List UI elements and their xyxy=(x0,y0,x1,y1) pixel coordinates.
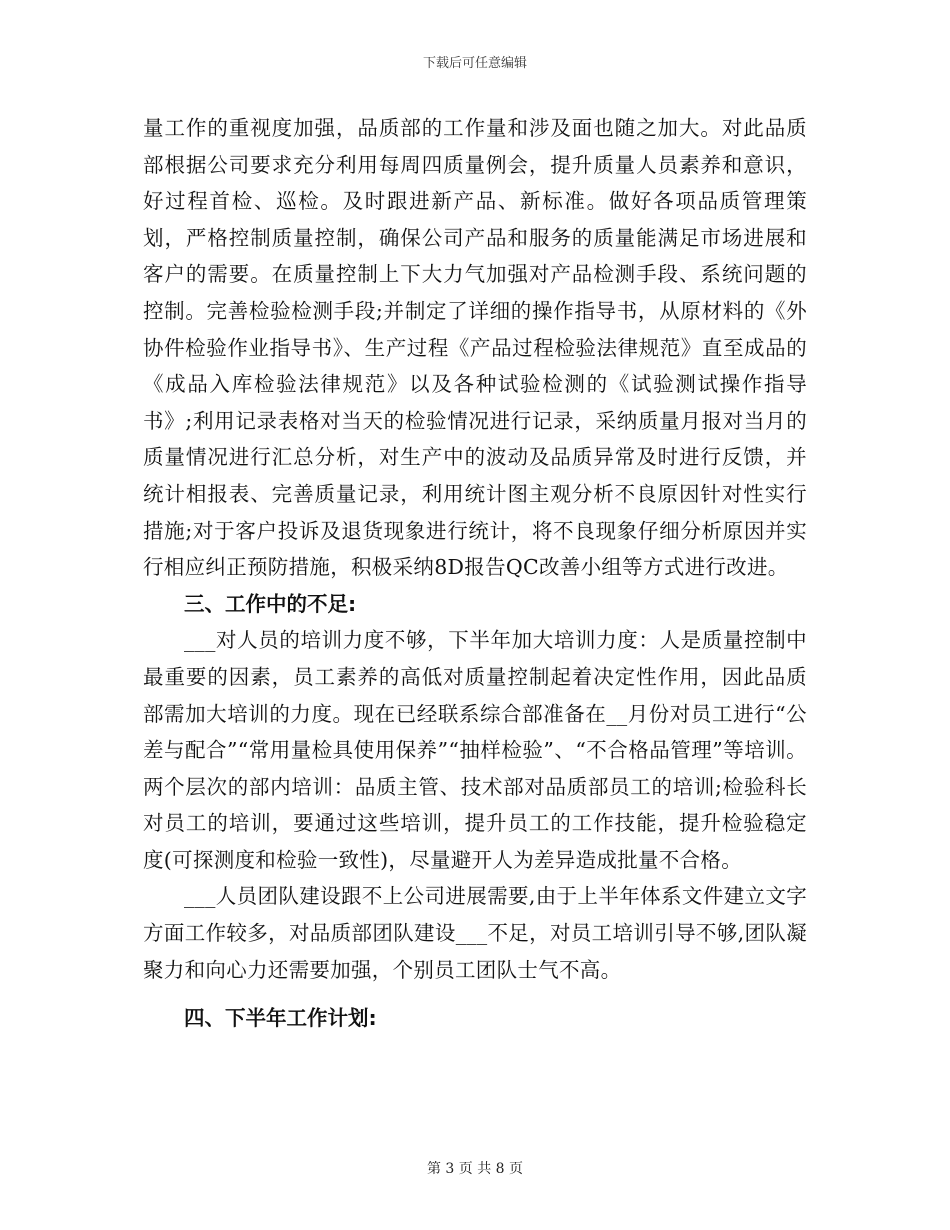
paragraph-training: ___对人员的培训力度不够，下半年加大培训力度：人是质量控制中最重要的因素，员工素养的高低对质量控制起着决定性作用，因此品质部需加大培训的力度。现在已经联系综合部准备在__月份对员工进行“公差与配合”“常用量检具使用保养”“抽样检验”、“不合格品管理”等培训。两个层次的部内培训：品质主管、技术部对品质部员工的培训;检验科长对员工的培训，要通过这些培训，提升员工的工作技能，提升检验稳定度(可探测度和检验一致性)，尽量避开人为差异造成批量不合格。 xyxy=(143,628,807,872)
paragraph-quality-work: 量工作的重视度加强，品质部的工作量和涉及面也随之加大。对此品质部根据公司要求充分利用每周四质量例会，提升质量人员素养和意识，好过程首检、巡检。及时跟进新产品、新标准。做好各项品质管理策划，严格控制质量控制，确保公司产品和服务的质量能满足市场进展和客户的需要。在质量控制上下大力气加强对产品检测手段、系统问题的控制。完善检验检测手段;并制定了详细的操作指导书，从原材料的《外协件检验作业指导书》、生产过程《产品过程检验法律规范》直至成品的《成品入库检验法律规范》以及各种试验检测的《试验测试操作指导书》;利用记录表格对当天的检验情况进行记录，采纳质量月报对当月的质量情况进行汇总分析，对生产中的波动及品质异常及时进行反馈，并统计相报表、完善质量记录，利用统计图主观分析不良原因针对性实行措施;对于客户投诉及退货现象进行统计，将不良现象仔细分析原因并实行相应纠正预防措施，积极采纳8D报告QC改善小组等方式进行改进。 xyxy=(143,116,807,580)
document-body xyxy=(143,110,807,1037)
section-heading-plan: 四、下半年工作计划: xyxy=(184,1006,377,1031)
section-heading-shortcomings: 三、工作中的不足: xyxy=(184,591,357,616)
page-footer: 第 3 页 共 8 页 xyxy=(426,1161,524,1177)
page-header: 下载后可任意编辑 xyxy=(422,56,527,71)
paragraph-team-building: ___人员团队建设跟不上公司进展需要,由于上半年体系文件建立文字方面工作较多，对品质部团队建设___不足，对员工培训引导不够,团队凝聚力和向心力还需要加强，个别员工团队士气不高。 xyxy=(143,884,807,982)
